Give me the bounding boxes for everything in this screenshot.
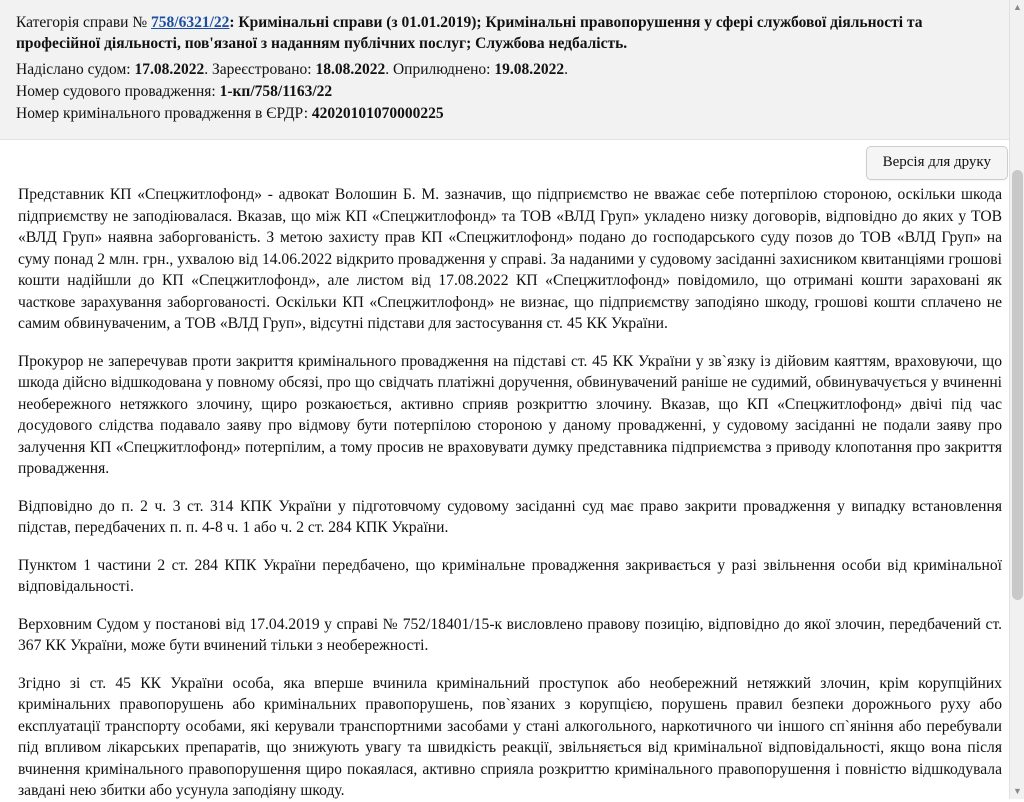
document-paragraph: Пунктом 1 частини 2 ст. 284 КПК України передбачено, що кримінальне провадження закривається у разі звільнення особи від кримінальної відповідальності. (18, 556, 1002, 595)
sent-value: 17.08.2022 (134, 61, 205, 78)
document-paragraph: Верховним Судом у постанові від 17.04.2019 у справі № 752/18401/15-к висловлено правову позицію, відповідно до якої злочин, передбачений ст. 367 КК України, може бути вчинений тільки з необережності. (18, 615, 1002, 654)
sent-label: Надіслано судом: (16, 61, 135, 78)
document-paragraph: Згідно зі ст. 45 КК України особа, яка вперше вчинила кримінальний проступок або необережний нетяжкий злочин, крім корупційних кримінальних правопорушень або кримінальних правопорушень, пов`язаних з корупцією, порушень правил безпеки дорожнього руху або експлуатації транспорту особами, які керували транспортними засобами у стані алкогольного, наркотичного чи іншого сп`яніння або перебували під впливом лікарських препаратів, що знижують увагу та швидкість реакції, звільняється від кримінальної відповідальності, якщо вона після вчинення кримінального правопорушення щиро покаялася, активно сприяла розкриттю кримінального правопорушення і повністю відшкодувала завдані нею збитки або усунула заподіяну шкоду. (18, 674, 1002, 799)
case-category-line (16, 12, 1008, 54)
erdr-label: Номер кримінального провадження в ЄРДР: (16, 105, 312, 122)
print-version-button[interactable]: Версія для друку (866, 146, 1008, 180)
erdr-value: 42020101070000225 (311, 105, 444, 122)
document-paragraph: Представник КП «Спецжитлофонд» - адвокат Волошин Б. М. зазначив, що підприємство не вважає себе потерпілою стороною, оскільки шкода підприємству не заподіювалася. Вказав, що між КП «Спецжитлофонд» та ТОВ «ВЛД Груп» укладено низку договорів, відповідно до яких у ТОВ «ВЛД Груп» наявна заборгованість. З метою захисту прав КП «Спецжитлофонд» подано до господарського суду позов до ТОВ «ВЛД Груп» на суму понад 2 млн. грн., ухвалою від 14.06.2022 відкрито провадження у справі. За наданими у судовому засіданні захисником квитанціями грошові кошти надійшли до КП «Спецжитлофонд», але листом від 17.08.2022 КП «Спецжитлофонд» повідомило, що отримані кошти зараховані як часткове зарахування заборгованості. Оскільки КП «Спецжитлофонд» не визнає, що підприємству заподіяно шкоду, грошові кошти сплачено не самим обвинуваченим, а ТОВ «ВЛД Груп», відсутні підстави для застосування ст. 45 КК України. (18, 186, 1002, 332)
document-text-body (0, 184, 1024, 802)
registered-label: . Зареєстровано: (204, 61, 316, 78)
proceeding-value: 1-кп/758/1163/22 (219, 83, 333, 100)
case-number-link[interactable]: 758/6321/22 (151, 14, 230, 31)
case-dates-line (16, 59, 1008, 80)
case-category-text: : Кримінальні справи (з 01.01.2019); Кримінальні правопорушення у сфері службової діяльності та професійної діяльності, пов'язаної з наданням публічних послуг; Службова недбалість. (16, 14, 923, 52)
proceeding-label: Номер судового провадження: (16, 83, 220, 100)
published-label: . Оприлюднено: (385, 61, 495, 78)
published-value: 19.08.2022 (494, 61, 565, 78)
toolbar-strip (0, 140, 1024, 184)
case-meta-block (0, 0, 1024, 140)
registered-value: 18.08.2022 (315, 61, 386, 78)
case-category-prefix: Категорія справи № (16, 14, 152, 31)
document-paragraph: Прокурор не заперечував проти закриття кримінального провадження на підставі ст. 45 КК України у зв`язку із дійовим каяттям, враховуючи, що шкода дійсно відшкодована у повному обсязі, про що свідчать платіжні доручення, обвинувачений раніше не судимий, обвинувачується у вчиненні необережного нетяжкого злочину, щиро розкаюється, активно сприяв розкриттю злочину. Вказав, що КП «Спецжитлофонд» двічі під час досудового слідства подавало заяву про відмову бути потерпілою стороною у даному провадженні, у судовому засіданні не подали заяву про залучення КП «Спецжитлофонд» потерпілим, а тому просив не враховувати думку представника підприємства з приводу клопотання про закриття провадження. (18, 352, 1002, 477)
published-end: . (564, 61, 568, 78)
document-paragraph: Відповідно до п. 2 ч. 3 ст. 314 КПК України у підготовчому судовому засіданні суд має право закрити провадження у випадку встановлення підстав, передбачених п. п. 4-8 ч. 1 або ч. 2 ст. 284 КПК України. (18, 497, 1002, 536)
scroll-up-arrow-icon[interactable]: ▲ (1013, 2, 1022, 12)
erdr-line (16, 103, 1008, 124)
court-proceeding-line (16, 81, 1008, 102)
scrollbar-thumb[interactable] (1012, 170, 1023, 600)
scroll-down-arrow-icon[interactable]: ▼ (1013, 786, 1022, 796)
vertical-scrollbar[interactable] (1009, 0, 1024, 799)
